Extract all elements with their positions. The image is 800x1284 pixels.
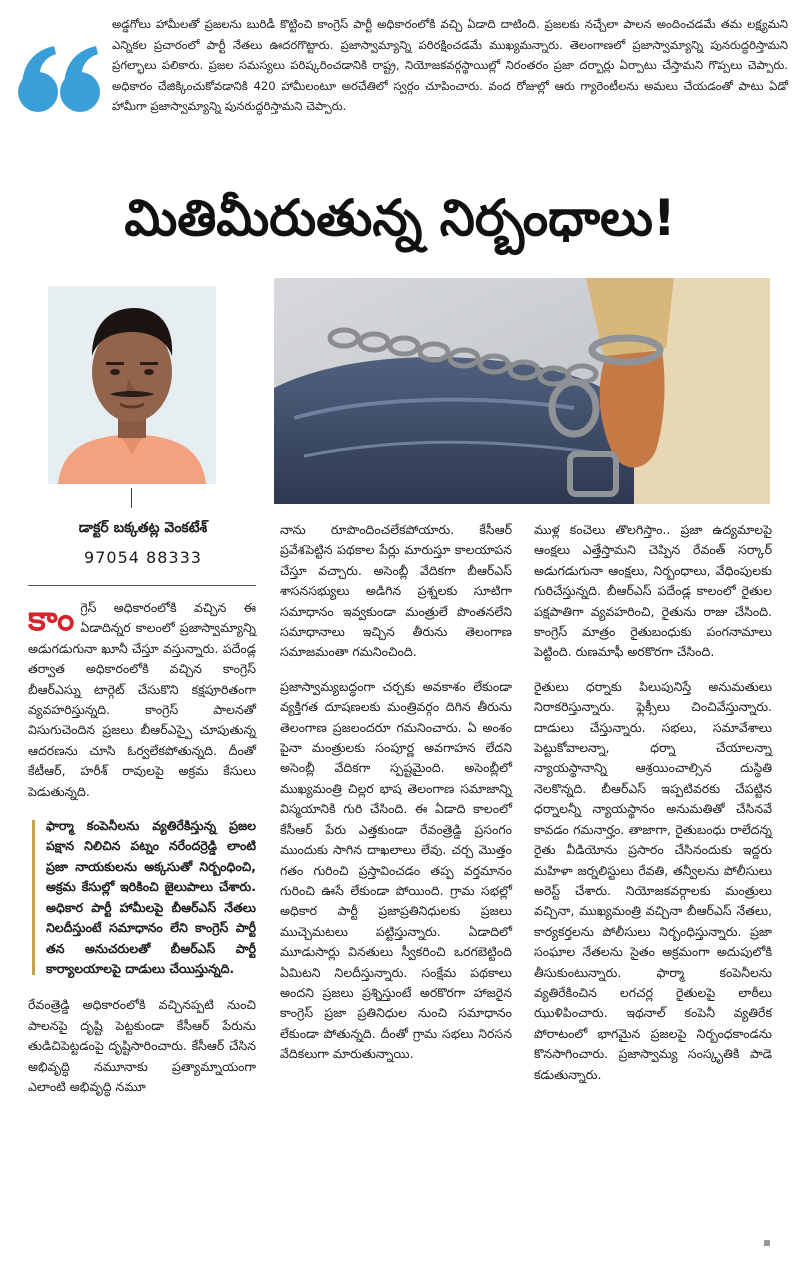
paragraph: రైతులు ధర్నాకు పిలుపునిస్తే అనుమతులు నిరాకరిస్తున్నారు. ఫ్లెక్సీలు చించివేస్తున్నారు. దాడులు చేస్తున్నారు. సభలు, సమావేశాలు పెట్టుకోవాలన్నా, ధర్నా చేయాలన్నా న్యాయస్థానాన్ని ఆశ్రయించాల్సిన దుస్థితి నెలకొన్నది. బీఆర్ఎస్ ఇప్పటివరకు చేపట్టిన ధర్నాలన్నీ న్యాయస్థానం అనుమతితో చేసినవే కావడం గమనార్హం. తాజాగా, రైతుబంధు రాలేదన్న రైతు వీడియోను ప్రసారం చేసినందుకు ఇద్దరు మహిళా జర్నలిస్టులు రేవతి, తన్వీలను పోలీసులు అరెస్ట్ చేశారు. నియోజకవర్గాలకు మంత్రులు వచ్చినా, ముఖ్యమంత్రి వచ్చినా బీఆర్ఎస్ నేతలు, కార్యకర్తలను పోలీసులు నిర్బంధిస్తున్నారు. ప్రజా సంఘాల నేతలను సైతం అక్రమంగా అదుపులోకి తీసుకుంటున్నారు. ఫార్మా కంపెనీలను వ్యతిరేకించిన లగచర్ల రైతులపై లాఠీలు ఝుళిపించారు. ఇథనాల్ కంపెనీ వ్యతిరేక పోరాటంలో భాగమైన ప్రజలపై నిర్బంధకాండను కొనసాగించారు. ప్రజాస్వామ్య సంస్కృతికి పాడె కడుతున్నారు.: [534, 678, 772, 1082]
paragraph: రేవంత్రెడ్డి అధికారంలోకి వచ్చినప్పటి నుంచి పాలనపై దృష్టి పెట్టకుండా కేసీఆర్ పేరును తుడిచిపెట్టడంపై దృష్టిసారించారు. కేసీఆర్ చేసిన అభివృద్ధి నమూనాకు ప్రత్యామ్నాయంగా ఎలాంటి అభివృద్ధి నమూ: [28, 997, 256, 1094]
paragraph: ముళ్ల కంచెలు తొలగిస్తాం.. ప్రజా ఉద్యమాలపై ఆంక్షలు ఎత్తేస్తామని చెప్పిన రేవంత్ సర్కార్ అడుగడుగునా ఆంక్షలు, నిర్బంధాలు, వేధింపులకు గురిచేస్తున్నది. బీఆర్ఎస్ పదేండ్ల కాలంలో రైతుల పక్షపాతిగా వ్యవహరించి, రైతును రాజు చేసింది. కాంగ్రెస్ మాత్రం రైతుబంధుకు పంగనామాలు పెట్టింది. రుణమాఫీ అరకొరగా చేసింది.: [534, 522, 772, 660]
lead-paragraph: అడ్డగోలు హామీలతో ప్రజలను బురిడీ కొట్టించి కాంగ్రెస్ పార్టీ అధికారంలోకి వచ్చి ఏడాది దాటింది. ప్రజలకు నచ్చేలా పాలన అందించడమే తమ లక్ష్యమని ఎన్నికల ప్రచారంలో పార్టీ నేతలు ఊదరగొట్టారు. ప్రజాస్వామ్యాన్ని పరిరక్షించడమే ముఖ్యమన్నారు. తెలంగాణలో ప్రజాస్వామ్యాన్ని పునరుద్ధరిస్తామని ప్రగల్భాలు పలికారు. ప్రజల సమస్యలు పరిష్కరించడానికి రాష్ట్ర, నియోజకవర్గస్థాయిల్లో నిరంతరం ప్రజా దర్బార్లు ఏర్పాటు చేస్తామని గొప్పలు చెప్పారు. అధికారం చేజిక్కించుకోవడానికి 420 హామీలంటూ అరచేతిలో స్వర్గం చూపించారు. వంద రోజుల్లో ఆరు గ్యారెంటీలను అమలు చేయడంతో పాటు ఏడో హామీగా ప్రజాస్వామ్యాన్ని పునరుద్ధరిస్తామని చెప్పారు.: [112, 17, 788, 114]
paragraph-text: గ్రెస్ అధికారంలోకి వచ్చిన ఈ ఏడాదిన్నర కాలంలో ప్రజాస్వామ్యాన్ని అడుగడుగునా ఖూనీ చేస్తూ వస్తున్నారు. పదేండ్ల తర్వాత అధికారంలోకి వచ్చిన కాంగ్రెస్ బీఆర్ఎస్ను టార్గెట్ చేసుకొని కక్షపూరితంగా వ్యవహరిస్తున్నది. కాంగ్రెస్ పాలనతో విసుగుచెందిన ప్రజలు బీఆర్ఎస్పై చూపుతున్న ఆదరణను చూసి ఓర్వలేకపోతున్నది. దీంతో కేటీఆర్, హరీశ్ రావులపై అక్రమ కేసులు పెడుతున్నది.: [28, 600, 256, 799]
quote-mark-icon: [14, 40, 104, 120]
paragraph: నాను రూపొందించలేకపోయారు. కేసీఆర్ ప్రవేశపెట్టిన పథకాల పేర్లు మారుస్తూ కాలయాపన చేస్తూ వచ్చారు. అసెంబ్లీ వేదికగా బీఆర్ఎస్ శాసనసభ్యులు అడిగిన ప్రశ్నలకు సూటిగా సమాధానం ఇవ్వకుండా మంత్రులే పొంతనలేని సమాధానాలు ఇచ్చిన తీరును తెలంగాణ సమాజమంతా గమనించింది.: [280, 522, 512, 660]
paragraph: [28, 598, 256, 802]
article-column-2: [280, 520, 512, 1079]
article-column-3: [534, 520, 772, 1099]
byline-rule: [28, 585, 256, 586]
article-column-1: [28, 598, 256, 1111]
author-name: డాక్టర్ బక్కతట్ల వెంకటేశ్: [78, 520, 208, 536]
dropcap: కాం: [28, 599, 75, 639]
end-mark-icon: [764, 1240, 770, 1246]
headline: మితిమీరుతున్న నిర్బంధాలు!: [124, 189, 676, 247]
paragraph: ప్రజాస్వామ్యబద్ధంగా చర్చకు అవకాశం లేకుండా వ్యక్తిగత దూషణలకు మంత్రివర్గం దిగిన తీరును తెలంగాణ ప్రజలందరూ గమనించారు. ఏ అంశం పైనా మంత్రులకు సంపూర్ణ అవగాహన లేదని అసెంబ్లీ వేదికగా స్పష్టమైంది. అసెంబ్లీలో ముఖ్యమంత్రి చిల్లర భాష తెలంగాణ సమాజాన్ని విస్మయానికి గురి చేసింది. ఈ ఏడాది కాలంలో కేసీఆర్ పేరు ఎత్తకుండా రేవంత్రెడ్డి ప్రసంగం ముందుకు సాగిన దాఖలాలు లేవు. చర్చ మొత్తం గతం గురించి ప్రస్తావించడం తప్ప వర్తమానం గురించి ఊసే లేకుండా పోయింది. గ్రామ సభల్లో అధికార పార్టీ ప్రజాప్రతినిధులకు ప్రజలు ముచ్చెమటలు పట్టిస్తున్నారు. ఏడాదిలో మూడుసార్లు వినతులు స్వీకరించి ఒరగబెట్టింది ఏమిటని నిలదీస్తున్నారు. సంక్షేమ పథకాలు అందని ప్రజలు ప్రశ్నిస్తుంటే అరకొరగా హాజరైన కాంగ్రెస్ ప్రజా ప్రతినిధుల నుంచి సమాధానం లేకుండా పోతున్నది. దీంతో గ్రామ సభలు నిరసన వేదికలుగా మారుతున్నాయి.: [280, 678, 512, 1062]
handcuff-photo: [274, 278, 770, 504]
pullquote: ఫార్మా కంపెనీలను వ్యతిరేకిస్తున్న ప్రజల పక్షాన నిలిచిన పట్నం నరేందర్రెడ్డి లాంటి ప్రజా నాయకులను అక్కసుతో నిర్బంధించి, అక్రమ కేసుల్లో ఇరికించి జైలుపాలు చేశారు. అధికార పార్టీ హామీలపై బీఆర్ఎస్ నేతలు నిలదీస్తుంటే సమాధానం లేని కాంగ్రెస్ పార్టీ తన అనుచరులతో బీఆర్ఎస్ పార్టీ కార్యాలయాలపై దాడులు చేయిస్తున్నది.: [28, 816, 256, 979]
author-phone: 97054 88333: [84, 548, 202, 567]
byline-divider: [131, 488, 132, 508]
author-photo: [48, 286, 216, 484]
